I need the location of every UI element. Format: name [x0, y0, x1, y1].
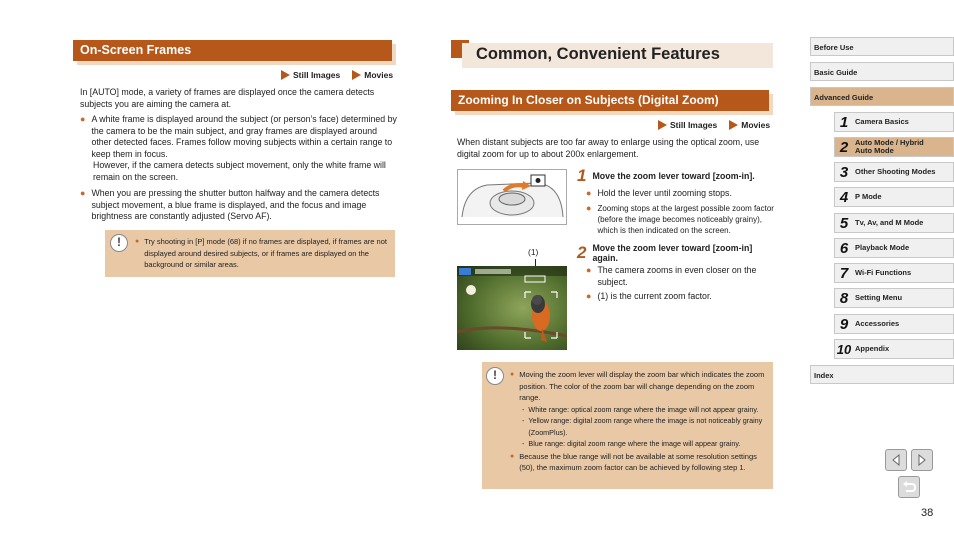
step-title: Move the zoom lever toward [zoom-in]. [592, 171, 755, 181]
step-2 [577, 243, 777, 303]
nav-advanced-guide[interactable]: Advanced Guide [810, 87, 954, 106]
step-number: 1 [577, 166, 587, 185]
section-title-digital-zoom: Zooming In Closer on Subjects (Digital Zoom) [451, 90, 769, 111]
nav-chapter-1[interactable]: 1 Camera Basics [834, 112, 954, 132]
list-item: ● Because the blue range will not be available at some resolution settings (50), the maximum zoom factor can be achieved by following step 1. [510, 451, 757, 472]
nav-chapter-4[interactable]: 4 P Mode [834, 187, 954, 207]
callout-label: (1) [528, 247, 539, 257]
return-arrow-icon [902, 481, 916, 493]
nav-chapter-10[interactable]: 10 Appendix [834, 339, 954, 359]
intro-paragraph: In [AUTO] mode, a variety of frames are displayed once the camera detects subjects you are aiming the camera at. [80, 87, 375, 109]
caution-note: ! ● Try shooting in [P] mode (68) if no frames are displayed, if frames are not displayed around desired subjects, or if frames are displayed on the background or similar areas. [105, 230, 395, 277]
mode-tags [281, 70, 393, 80]
chevron-right-icon [916, 454, 928, 466]
list-item: - White range: optical zoom range where the image will not appear grainy. [522, 404, 759, 414]
nav-chapter-8[interactable]: 8 Setting Menu [834, 288, 954, 308]
list-item: ● Moving the zoom lever will display the zoom bar which indicates the zoom position. The color of the zoom bar will change depending on the zoom range. [510, 370, 765, 402]
list-item: ● The camera zooms in even closer on the subject. [586, 265, 757, 287]
nav-chapter-6[interactable]: 6 Playback Mode [834, 238, 954, 258]
step-number: 2 [577, 243, 587, 262]
play-arrow-icon [281, 70, 290, 80]
caution-icon: ! [486, 367, 504, 385]
tag-movies: Movies [364, 70, 394, 80]
nav-basic-guide[interactable]: Basic Guide [810, 62, 954, 81]
list-item: - Blue range: digital zoom range where the image will appear grainy. [522, 439, 741, 448]
camera-screen-photo [457, 266, 567, 350]
list-item: ● Zooming stops at the largest possible zoom factor (before the image becomes noticeably grainy), which is then indicated on the screen. [586, 202, 774, 236]
step-1 [577, 166, 777, 236]
camera-top-illustration [457, 169, 567, 225]
nav-chapter-9[interactable]: 9 Accessories [834, 314, 954, 334]
mode-tags-right [658, 120, 770, 130]
chevron-left-icon [890, 454, 902, 466]
return-button[interactable] [898, 476, 920, 498]
caution-text: Try shooting in [P] mode (68) if no frames are displayed, if frames are not displayed around desired subjects, or if frames are displayed on the background or similar areas. [144, 237, 387, 269]
next-page-button[interactable] [911, 449, 933, 471]
section-title-on-screen-frames: On-Screen Frames [73, 40, 392, 61]
caution-icon: ! [110, 234, 128, 252]
play-arrow-icon [352, 70, 361, 80]
list-item: - Yellow range: digital zoom range where the image is not noticeably grainy (ZoomPlus). [522, 416, 763, 437]
tag-still-images: Still Images [293, 70, 341, 80]
tag-movies: Movies [741, 120, 771, 130]
nav-index[interactable]: Index [810, 365, 954, 384]
list-item: ● (1) is the current zoom factor. [586, 291, 712, 301]
list-item: However, if the camera detects subject movement, only the white frame will remain on the screen. [93, 160, 386, 182]
bullet-list [80, 114, 398, 223]
prev-page-button[interactable] [885, 449, 907, 471]
nav-chapter-5[interactable]: 5 Tv, Av, and M Mode [834, 213, 954, 233]
list-item: ● Hold the lever until zooming stops. [586, 188, 732, 198]
nav-chapter-7[interactable]: 7 Wi-Fi Functions [834, 263, 954, 283]
tag-still-images: Still Images [670, 120, 718, 130]
list-item: ● When you are pressing the shutter button halfway and the camera detects subject movement, a blue frame is displayed, and the focus and image brightness are constantly adjusted (Servo AF). [80, 188, 380, 221]
list-item: ● A white frame is displayed around the subject (or person’s face) determined by the camera to be the main subject, and gray frames are displayed around other detected faces. Frames follow moving subjects within a certain range to keep them in focus. [80, 114, 397, 159]
zoom-intro: When distant subjects are too far away to enlarge using the optical zoom, use digital zoom for up to about 200x enlargement. [457, 137, 760, 159]
page-number: 38 [921, 507, 934, 519]
step-title: Move the zoom lever toward [zoom-in] again. [592, 243, 753, 263]
page-title: Common, Convenient Features [462, 43, 773, 68]
nav-chapter-3[interactable]: 3 Other Shooting Modes [834, 162, 954, 182]
zoom-caution-note [482, 362, 773, 489]
nav-chapter-2[interactable]: 2 Auto Mode / Hybrid Auto Mode [834, 137, 954, 157]
play-arrow-icon [729, 120, 738, 130]
nav-before-use[interactable]: Before Use [810, 37, 954, 56]
play-arrow-icon [658, 120, 667, 130]
